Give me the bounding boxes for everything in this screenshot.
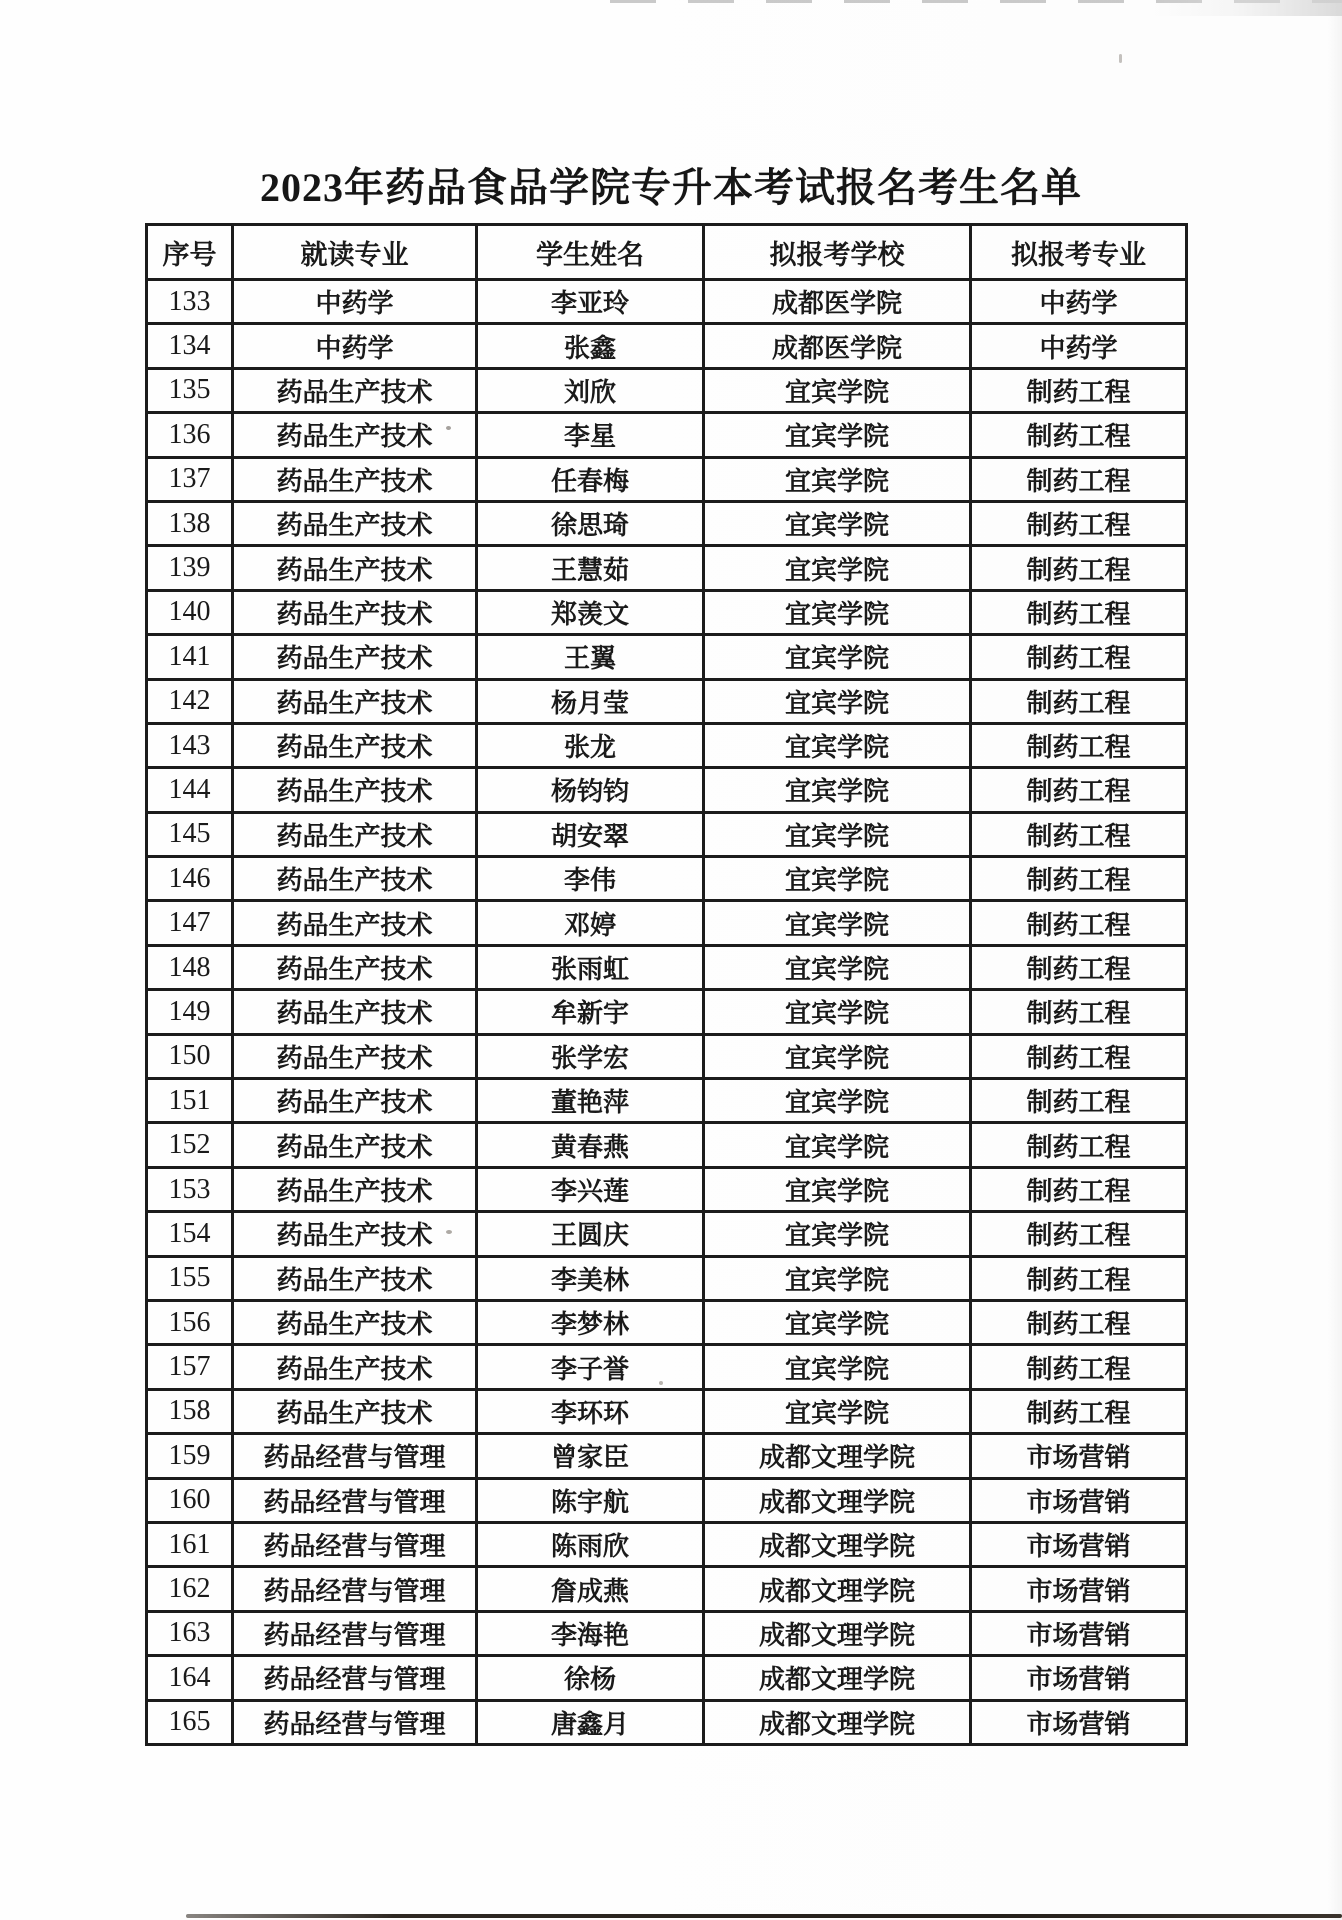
cell-index: 135 (147, 368, 233, 412)
cell-index: 143 (147, 723, 233, 767)
cell-student-name: 刘欣 (477, 368, 704, 412)
table-row (147, 857, 1187, 901)
cell-index: 153 (147, 1167, 233, 1211)
table-row (147, 1478, 1187, 1522)
cell-target-major: 制药工程 (971, 723, 1187, 767)
cell-target-school: 宜宾学院 (704, 635, 971, 679)
cell-current-major: 药品生产技术 (233, 457, 477, 501)
cell-target-major: 制药工程 (971, 413, 1187, 457)
cell-current-major: 药品经营与管理 (233, 1567, 477, 1611)
cell-student-name: 张龙 (477, 723, 704, 767)
cell-target-major: 制药工程 (971, 457, 1187, 501)
cell-current-major: 药品经营与管理 (233, 1522, 477, 1566)
cell-target-major: 制药工程 (971, 1256, 1187, 1300)
cell-student-name: 董艳萍 (477, 1079, 704, 1123)
table-row (147, 1034, 1187, 1078)
cell-student-name: 王慧茹 (477, 546, 704, 590)
cell-target-school: 宜宾学院 (704, 1345, 971, 1389)
table-row (147, 368, 1187, 412)
cell-student-name: 杨钧钧 (477, 768, 704, 812)
cell-target-school: 宜宾学院 (704, 679, 971, 723)
table-row (147, 1300, 1187, 1344)
cell-target-school: 宜宾学院 (704, 590, 971, 634)
table-row (147, 1212, 1187, 1256)
table-row (147, 324, 1187, 368)
scan-speck (1119, 54, 1122, 63)
cell-target-school: 宜宾学院 (704, 413, 971, 457)
table-row (147, 1434, 1187, 1478)
cell-index: 160 (147, 1478, 233, 1522)
cell-target-major: 市场营销 (971, 1434, 1187, 1478)
cell-current-major: 药品生产技术 (233, 635, 477, 679)
cell-target-major: 制药工程 (971, 1212, 1187, 1256)
cell-target-school: 宜宾学院 (704, 723, 971, 767)
cell-student-name: 徐思琦 (477, 501, 704, 545)
cell-student-name: 李伟 (477, 857, 704, 901)
cell-target-major: 制药工程 (971, 501, 1187, 545)
cell-index: 156 (147, 1300, 233, 1344)
cell-index: 159 (147, 1434, 233, 1478)
cell-target-school: 成都文理学院 (704, 1656, 971, 1700)
cell-student-name: 李美林 (477, 1256, 704, 1300)
table-row (147, 1700, 1187, 1744)
cell-current-major: 药品生产技术 (233, 1167, 477, 1211)
cell-current-major: 药品经营与管理 (233, 1611, 477, 1655)
cell-current-major: 中药学 (233, 280, 477, 324)
cell-target-school: 宜宾学院 (704, 1079, 971, 1123)
cell-target-major: 市场营销 (971, 1522, 1187, 1566)
cell-index: 158 (147, 1389, 233, 1433)
cell-current-major: 中药学 (233, 324, 477, 368)
table-row (147, 546, 1187, 590)
table-row (147, 901, 1187, 945)
cell-target-school: 成都文理学院 (704, 1434, 971, 1478)
table-row (147, 1256, 1187, 1300)
cell-student-name: 李海艳 (477, 1611, 704, 1655)
cell-target-school: 宜宾学院 (704, 945, 971, 989)
cell-current-major: 药品生产技术 (233, 1123, 477, 1167)
table-row (147, 1656, 1187, 1700)
cell-student-name: 陈宇航 (477, 1478, 704, 1522)
cell-target-school: 宜宾学院 (704, 768, 971, 812)
cell-student-name: 李梦林 (477, 1300, 704, 1344)
cell-current-major: 药品生产技术 (233, 1300, 477, 1344)
cell-index: 150 (147, 1034, 233, 1078)
table-row (147, 1123, 1187, 1167)
cell-index: 162 (147, 1567, 233, 1611)
cell-target-major: 制药工程 (971, 768, 1187, 812)
cell-current-major: 药品生产技术 (233, 590, 477, 634)
cell-target-major: 市场营销 (971, 1611, 1187, 1655)
cell-target-major: 制药工程 (971, 1300, 1187, 1344)
cell-student-name: 李星 (477, 413, 704, 457)
page-title: 2023年药品食品学院专升本考试报名考生名单 (260, 165, 1082, 210)
cell-current-major: 药品生产技术 (233, 1212, 477, 1256)
cell-index: 144 (147, 768, 233, 812)
cell-current-major: 药品生产技术 (233, 812, 477, 856)
cell-target-major: 制药工程 (971, 368, 1187, 412)
cell-current-major: 药品生产技术 (233, 990, 477, 1034)
cell-current-major: 药品生产技术 (233, 546, 477, 590)
header-cell-target-school: 拟报考学校 (704, 225, 971, 280)
cell-index: 161 (147, 1522, 233, 1566)
table-row (147, 1079, 1187, 1123)
table-row (147, 413, 1187, 457)
cell-target-school: 宜宾学院 (704, 1123, 971, 1167)
cell-target-major: 制药工程 (971, 590, 1187, 634)
cell-student-name: 张学宏 (477, 1034, 704, 1078)
cell-target-school: 宜宾学院 (704, 990, 971, 1034)
cell-index: 148 (147, 945, 233, 989)
cell-current-major: 药品生产技术 (233, 1079, 477, 1123)
cell-target-school: 宜宾学院 (704, 812, 971, 856)
cell-student-name: 徐杨 (477, 1656, 704, 1700)
cell-current-major: 药品经营与管理 (233, 1700, 477, 1744)
cell-current-major: 药品经营与管理 (233, 1478, 477, 1522)
cell-student-name: 张雨虹 (477, 945, 704, 989)
cell-student-name: 任春梅 (477, 457, 704, 501)
cell-current-major: 药品生产技术 (233, 768, 477, 812)
cell-current-major: 药品生产技术 (233, 501, 477, 545)
cell-current-major: 药品生产技术 (233, 1345, 477, 1389)
cell-index: 134 (147, 324, 233, 368)
cell-target-school: 宜宾学院 (704, 368, 971, 412)
cell-target-major: 制药工程 (971, 679, 1187, 723)
cell-target-major: 制药工程 (971, 1389, 1187, 1433)
candidate-roster-table (145, 223, 1188, 1746)
cell-student-name: 邓婷 (477, 901, 704, 945)
cell-student-name: 郑羡文 (477, 590, 704, 634)
table-row (147, 280, 1187, 324)
cell-index: 164 (147, 1656, 233, 1700)
cell-student-name: 李子誉 (477, 1345, 704, 1389)
table-row (147, 457, 1187, 501)
table-row (147, 679, 1187, 723)
cell-target-major: 制药工程 (971, 901, 1187, 945)
cell-index: 140 (147, 590, 233, 634)
table-row (147, 1611, 1187, 1655)
table-row (147, 501, 1187, 545)
cell-index: 138 (147, 501, 233, 545)
table-row (147, 723, 1187, 767)
cell-index: 142 (147, 679, 233, 723)
cell-target-major: 制药工程 (971, 990, 1187, 1034)
cell-index: 152 (147, 1123, 233, 1167)
cell-index: 149 (147, 990, 233, 1034)
cell-index: 145 (147, 812, 233, 856)
cell-target-major: 制药工程 (971, 1034, 1187, 1078)
cell-target-school: 宜宾学院 (704, 1212, 971, 1256)
cell-target-school: 宜宾学院 (704, 501, 971, 545)
header-cell-current-major: 就读专业 (233, 225, 477, 280)
cell-index: 141 (147, 635, 233, 679)
cell-target-major: 制药工程 (971, 945, 1187, 989)
cell-index: 146 (147, 857, 233, 901)
cell-student-name: 李亚玲 (477, 280, 704, 324)
cell-target-major: 制药工程 (971, 812, 1187, 856)
cell-current-major: 药品生产技术 (233, 1256, 477, 1300)
table-row (147, 1389, 1187, 1433)
cell-target-school: 成都文理学院 (704, 1522, 971, 1566)
cell-target-major: 制药工程 (971, 1123, 1187, 1167)
cell-index: 155 (147, 1256, 233, 1300)
cell-current-major: 药品生产技术 (233, 723, 477, 767)
cell-student-name: 王圆庆 (477, 1212, 704, 1256)
cell-index: 139 (147, 546, 233, 590)
cell-index: 151 (147, 1079, 233, 1123)
cell-target-school: 成都医学院 (704, 324, 971, 368)
cell-index: 165 (147, 1700, 233, 1744)
cell-current-major: 药品经营与管理 (233, 1434, 477, 1478)
cell-current-major: 药品生产技术 (233, 413, 477, 457)
table-row (147, 1345, 1187, 1389)
table-row (147, 812, 1187, 856)
header-cell-target-major: 拟报考专业 (971, 225, 1187, 280)
cell-target-major: 制药工程 (971, 1167, 1187, 1211)
cell-student-name: 胡安翠 (477, 812, 704, 856)
cell-target-major: 中药学 (971, 324, 1187, 368)
scan-artifact-corner-shade (1152, 0, 1342, 16)
cell-target-major: 制药工程 (971, 1345, 1187, 1389)
cell-index: 163 (147, 1611, 233, 1655)
cell-student-name: 李环环 (477, 1389, 704, 1433)
cell-target-school: 成都文理学院 (704, 1611, 971, 1655)
scan-artifact-bottom-line (186, 1914, 1342, 1918)
cell-index: 147 (147, 901, 233, 945)
cell-student-name: 黄春燕 (477, 1123, 704, 1167)
cell-target-school: 宜宾学院 (704, 857, 971, 901)
table-row (147, 1567, 1187, 1611)
table-row (147, 768, 1187, 812)
cell-target-major: 中药学 (971, 280, 1187, 324)
cell-target-major: 制药工程 (971, 546, 1187, 590)
cell-target-school: 宜宾学院 (704, 546, 971, 590)
cell-current-major: 药品经营与管理 (233, 1656, 477, 1700)
cell-target-school: 成都医学院 (704, 280, 971, 324)
cell-index: 157 (147, 1345, 233, 1389)
cell-target-school: 成都文理学院 (704, 1567, 971, 1611)
cell-target-school: 成都文理学院 (704, 1700, 971, 1744)
cell-target-major: 市场营销 (971, 1478, 1187, 1522)
cell-student-name: 牟新宇 (477, 990, 704, 1034)
cell-target-school: 宜宾学院 (704, 1256, 971, 1300)
cell-student-name: 陈雨欣 (477, 1522, 704, 1566)
table-header-row (147, 225, 1187, 280)
cell-index: 136 (147, 413, 233, 457)
cell-target-school: 宜宾学院 (704, 1300, 971, 1344)
cell-index: 133 (147, 280, 233, 324)
cell-target-school: 宜宾学院 (704, 1034, 971, 1078)
table-row (147, 1167, 1187, 1211)
cell-target-school: 宜宾学院 (704, 457, 971, 501)
table-row (147, 945, 1187, 989)
cell-target-major: 制药工程 (971, 857, 1187, 901)
header-cell-student-name: 学生姓名 (477, 225, 704, 280)
cell-current-major: 药品生产技术 (233, 368, 477, 412)
cell-student-name: 张鑫 (477, 324, 704, 368)
table-row (147, 635, 1187, 679)
table-row (147, 1522, 1187, 1566)
table-row (147, 590, 1187, 634)
cell-target-major: 市场营销 (971, 1567, 1187, 1611)
cell-student-name: 唐鑫月 (477, 1700, 704, 1744)
cell-target-school: 宜宾学院 (704, 901, 971, 945)
cell-student-name: 曾家臣 (477, 1434, 704, 1478)
cell-current-major: 药品生产技术 (233, 945, 477, 989)
table-row (147, 990, 1187, 1034)
cell-target-school: 宜宾学院 (704, 1167, 971, 1211)
cell-student-name: 詹成燕 (477, 1567, 704, 1611)
cell-target-major: 制药工程 (971, 1079, 1187, 1123)
cell-current-major: 药品生产技术 (233, 1034, 477, 1078)
cell-index: 137 (147, 457, 233, 501)
scan-artifact-top-edge (610, 0, 1342, 3)
header-cell-index: 序号 (147, 225, 233, 280)
cell-target-major: 市场营销 (971, 1700, 1187, 1744)
cell-current-major: 药品生产技术 (233, 679, 477, 723)
cell-target-major: 市场营销 (971, 1656, 1187, 1700)
cell-index: 154 (147, 1212, 233, 1256)
cell-current-major: 药品生产技术 (233, 901, 477, 945)
cell-current-major: 药品生产技术 (233, 857, 477, 901)
cell-student-name: 李兴莲 (477, 1167, 704, 1211)
cell-target-school: 成都文理学院 (704, 1478, 971, 1522)
cell-target-school: 宜宾学院 (704, 1389, 971, 1433)
cell-current-major: 药品生产技术 (233, 1389, 477, 1433)
cell-student-name: 王翼 (477, 635, 704, 679)
cell-target-major: 制药工程 (971, 635, 1187, 679)
cell-student-name: 杨月莹 (477, 679, 704, 723)
